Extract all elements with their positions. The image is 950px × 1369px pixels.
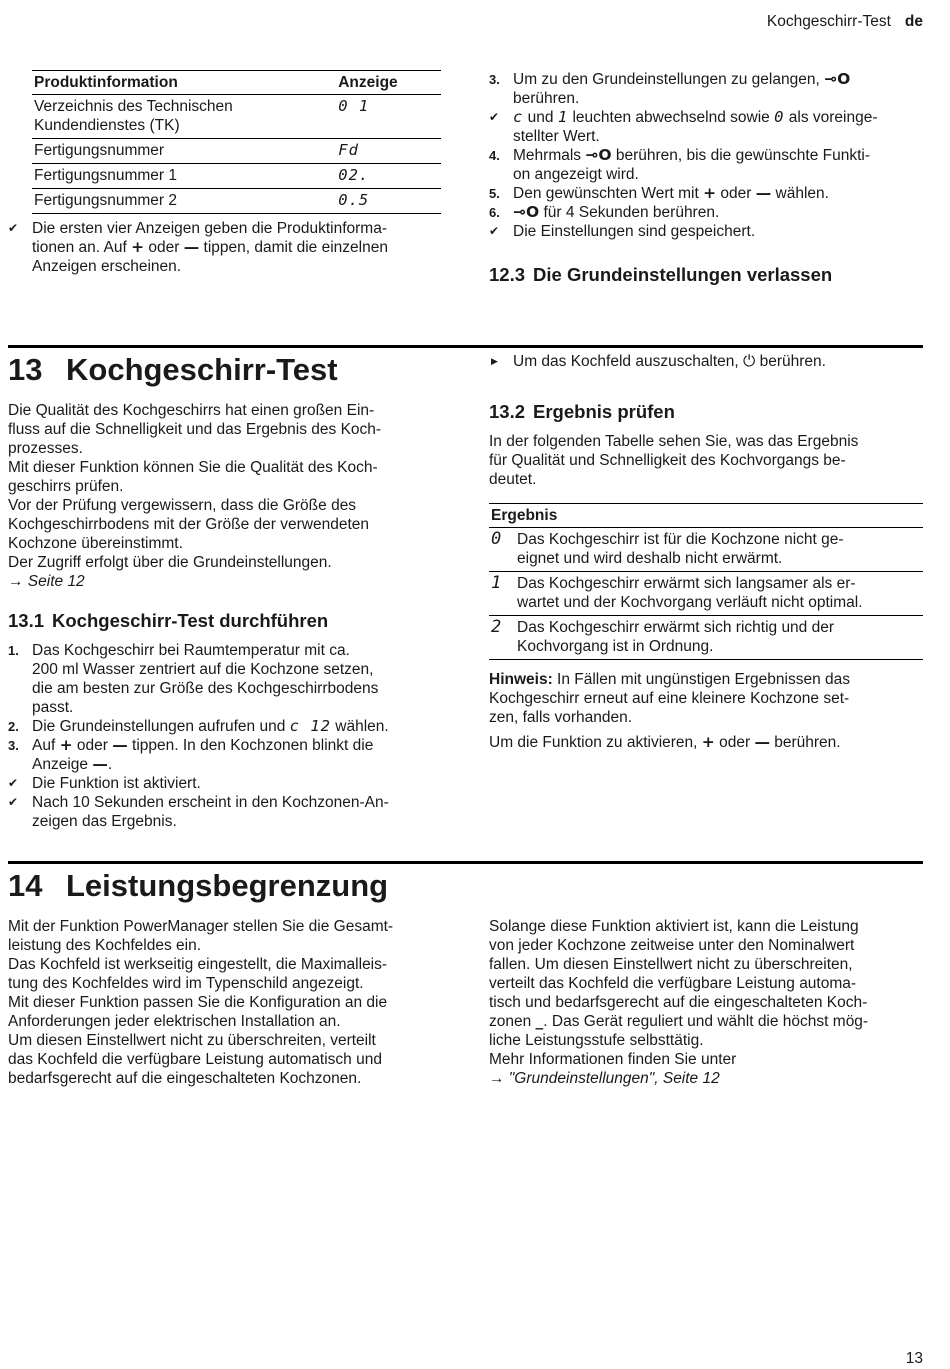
row-value: Fd: [328, 139, 441, 164]
header-title: Kochgeschirr-Test: [766, 13, 891, 30]
table-row: [32, 164, 441, 189]
section-13-intro: Die Qualität des Kochgeschirrs hat einen großen Ein- fluss auf die Schnelligkeit und das Ergebnis des Koch- prozesses. Mit dieser Funktion können Sie die Qualität des Koch- geschirrs prüfen. Vor der Prüfung vergewissern, dass die Größe des Kochgeschirrbodens mit der Größe der verwendeten Kochzone übereinstimmt. Der Zugriff erfolgt über die Grundeinstellungen. → Seite 12: [8, 401, 448, 591]
table-row: [489, 528, 923, 572]
page-reference-link[interactable]: → "Grundeinstellungen", Seite 12: [489, 1070, 720, 1087]
display-underscore-icon: _: [535, 1012, 544, 1030]
running-header: [767, 12, 923, 31]
col-header-anzeige: Anzeige: [328, 71, 441, 95]
heading-13: 13 Kochgeschirr-Test: [8, 352, 338, 387]
result-table-header: Ergebnis: [489, 504, 923, 528]
plus-icon: +: [703, 184, 717, 202]
display-c12-icon: c 12: [289, 717, 331, 735]
table-row: [32, 189, 441, 214]
minus-icon: —: [112, 736, 128, 754]
result-intro: In der folgenden Tabelle sehen Sie, was das Ergebnis für Qualität und Schnelligkeit des Kochvorgangs be- deutet.: [489, 433, 859, 488]
plus-icon: +: [701, 733, 715, 751]
heading-14: 14 Leistungsbegrenzung: [8, 868, 389, 903]
test-steps: [8, 641, 448, 831]
step-2: 2. Die Grundeinstellungen aufrufen und c 12 wählen.: [8, 717, 389, 735]
display-c-icon: c: [513, 108, 524, 126]
page-number: 13: [905, 1350, 923, 1367]
page-reference-link[interactable]: → Seite 12: [8, 573, 85, 590]
result-displayed: ✔ Nach 10 Sekunden erscheint in den Kochzonen-An- zeigen das Ergebnis.: [8, 793, 448, 831]
result-symbol: 0: [489, 528, 515, 572]
result-note: ✔ Die ersten vier Anzeigen geben die Produktinforma- tionen an. Auf + oder — tippen, damit die einzelnen Anzeigen erscheinen.: [8, 219, 472, 276]
section-divider: [8, 345, 923, 348]
table-row: [32, 139, 441, 164]
result-symbol: 1: [489, 572, 515, 616]
heading-12-3: 12.3 Die Grundeinstellungen verlassen: [489, 264, 833, 285]
heading-13-1: 13.1 Kochgeschirr-Test durchführen: [8, 610, 329, 631]
step-3: 3. Um zu den Grundeinstellungen zu gelangen, ⊸O berühren.: [489, 70, 851, 107]
result-alternating: ✔ c und 1 leuchten abwechselnd sowie 0 als voreinge- stellter Wert.: [489, 108, 929, 146]
step-4: 4. Mehrmals ⊸O berühren, bis die gewünschte Funkti- on angezeigt wird.: [489, 146, 871, 183]
row-value: 0.5: [328, 189, 441, 214]
header-lang: de: [904, 13, 923, 30]
row-label: Fertigungsnummer 1: [32, 164, 328, 189]
result-text: Das Kochgeschirr erwärmt sich langsamer als er- wartet und der Kochvorgang verläuft nicht optimal.: [515, 572, 923, 616]
result-text: Das Kochgeschirr erwärmt sich richtig und der Kochvorgang ist in Ordnung.: [515, 616, 923, 660]
minus-icon: —: [754, 733, 770, 751]
section-14-right: Solange diese Funktion aktiviert ist, kann die Leistung von jeder Kochzone zeitweise unter den Nominalwert fallen. Um diesen Einstellwert nicht zu überschreiten, verteilt das Kochfeld die verfügbare Leistung automa- tisch und bedarfsgerecht auf die eingeschalteten Koch- zonen _. Das Gerät reguliert und wählt die höchst mög- liche Leistungsstufe selbsttätig. Mehr Informationen finden Sie unter → "Grundeinstellungen", Seite 12: [489, 917, 929, 1088]
display-0-icon: 0: [774, 108, 785, 126]
row-label: Verzeichnis des Technischen Kundendienstes (TK): [32, 95, 328, 139]
instruction-exit: ▶ Um das Kochfeld auszuschalten, ⏻ berühren.: [489, 352, 950, 371]
settings-key-icon: ⊸O: [585, 146, 612, 164]
settings-key-icon: ⊸O: [824, 70, 851, 88]
hint-note: Hinweis: In Fällen mit ungünstigen Ergebnissen das Kochgeschirr erneut auf eine kleinere Kochzone set- zen, falls vorhanden.: [489, 671, 850, 726]
step-6: 6. ⊸O für 4 Sekunden berühren.: [489, 203, 720, 221]
section-divider: [8, 861, 923, 864]
heading-13-2: 13.2 Ergebnis prüfen: [489, 401, 675, 422]
result-text: Das Kochgeschirr ist für die Kochzone nicht ge- eignet und wird deshalb nicht erwärmt.: [515, 528, 923, 572]
row-value: 0 1: [328, 95, 441, 139]
col-header-produktinformation: Produktinformation: [32, 71, 328, 95]
minus-icon: —: [755, 184, 772, 202]
table-row: [32, 95, 441, 139]
row-label: Fertigungsnummer 2: [32, 189, 328, 214]
plus-icon: +: [131, 238, 145, 256]
result-table: [489, 503, 923, 660]
table-row: [489, 572, 923, 616]
step-3: 3. Auf + oder — tippen. In den Kochzonen blinkt die Anzeige —.: [8, 736, 374, 773]
minus-icon: —: [183, 238, 200, 256]
row-label: Fertigungsnummer: [32, 139, 328, 164]
section-14-left: Mit der Funktion PowerManager stellen Sie die Gesamt- leistung des Kochfeldes ein. Das Kochfeld ist werkseitig eingestellt, die Maximalleis- tung des Kochfeldes wird im Typenschild angezeigt. Mit dieser Funktion passen Sie die Konfiguration an die Anforderungen jeder elektrischen Installation an. Um diesen Einstellwert nicht zu überschreiten, verteilt das Kochfeld die verfügbare Leistung automatisch und bedarfsgerecht auf die eingeschalteten Kochzonen.: [8, 918, 394, 1087]
product-info-table: [32, 70, 441, 214]
settings-key-icon: ⊸O: [513, 203, 540, 221]
result-symbol: 2: [489, 616, 515, 660]
display-1-icon: 1: [557, 108, 569, 126]
plus-icon: +: [59, 736, 73, 754]
result-saved: ✔ Die Einstellungen sind gespeichert.: [489, 222, 929, 241]
step-1: 1. Das Kochgeschirr bei Raumtemperatur mit ca. 200 ml Wasser zentriert auf die Kochzone setzen, die am besten zur Größe des Kochgeschirrbodens passt.: [8, 642, 379, 716]
step-5: 5. Den gewünschten Wert mit + oder — wählen.: [489, 184, 829, 202]
row-value: 02.: [328, 164, 441, 189]
table-row: [489, 616, 923, 660]
hint-label: Hinweis:: [489, 671, 553, 688]
activate-note: Um die Funktion zu aktivieren, + oder — berühren.: [489, 733, 841, 751]
settings-steps: [489, 70, 929, 241]
result-activated: ✔ Die Funktion ist aktiviert.: [8, 774, 448, 793]
display-dash-icon: —: [92, 755, 108, 773]
power-icon: ⏻: [743, 352, 756, 370]
